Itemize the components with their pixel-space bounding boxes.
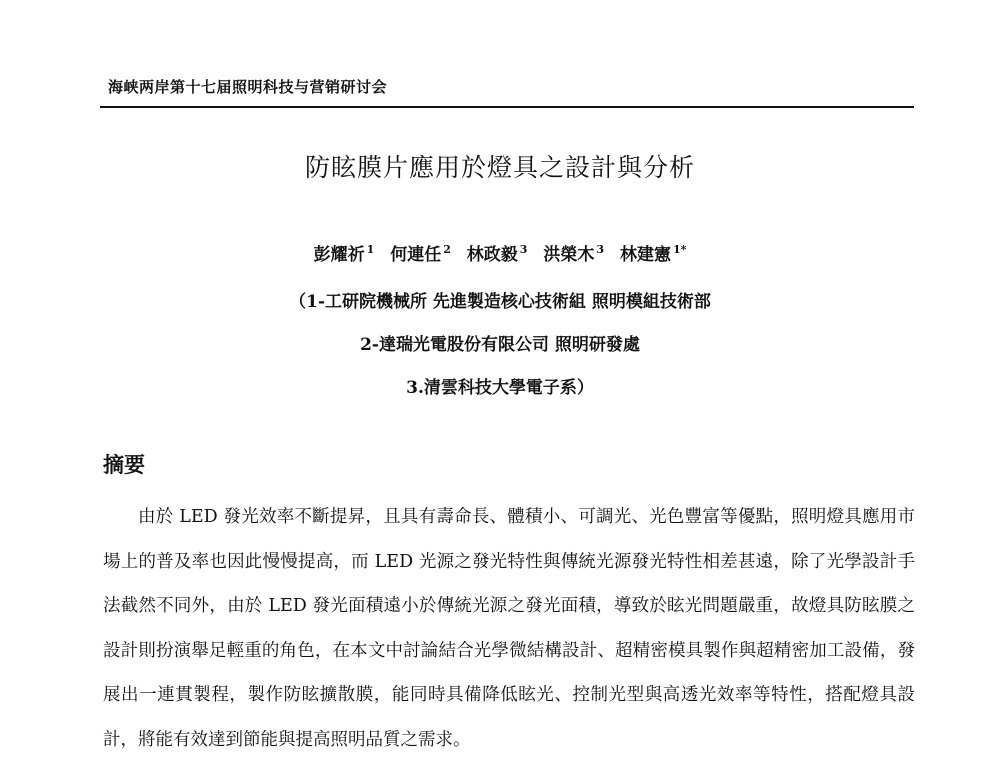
author-affiliation-mark: 1 [366,243,375,257]
author-name: 林政毅 [466,245,518,265]
affiliation-3: 3.清雲科技大學電子系） [406,378,594,398]
affiliation-1: （1-工研院機械所 先進製造核心技術組 照明模組技術部 [289,292,711,312]
author-name: 林建憲 [619,245,671,265]
author [620,245,686,265]
author [314,245,375,265]
author-list [0,240,1000,265]
author [543,245,604,265]
author-name: 彭耀祈 [313,245,365,265]
affiliation-2: 2-達瑞光電股份有限公司 照明研發處 [360,335,640,355]
header-rule [100,106,914,108]
author-affiliation-mark: 3 [519,243,528,257]
running-header: 海峡两岸第十七届照明科技与营销研讨会 [108,78,388,96]
author-affiliation-mark: 1* [672,243,687,257]
author-name: 何連任 [390,245,442,265]
abstract-text: 由於 LED 發光效率不斷提昇，且具有壽命長、體積小、可調光、光色豐富等優點，照明燈具應用市場上的普及率也因此慢慢提高，而 LED 光源之發光特性與傳統光源發光特性相差甚遠，除了光學設計手法截然不同外，由於 LED 發光面積遠小於傳統光源之發光面積，導致於眩光問題嚴重，故燈具防眩膜之設計則扮演舉足輕重的角色，在本文中討論結合光學微結構設計、超精密模具製作與超精密加工設備，發展出一連貫製程，製作防眩擴散膜，能同時具備降低眩光、控制光型與高透光效率等特性，搭配燈具設計，將能有效達到節能與提高照明品質之需求。 [103,507,915,750]
paper-title: 防眩膜片應用於燈具之設計與分析 [304,153,695,182]
abstract-heading: 摘要 [103,452,145,477]
author-name: 洪榮木 [543,245,595,265]
author-affiliation-mark: 3 [596,243,605,257]
author [390,245,451,265]
author [467,245,528,265]
author-affiliation-mark: 2 [443,243,451,257]
